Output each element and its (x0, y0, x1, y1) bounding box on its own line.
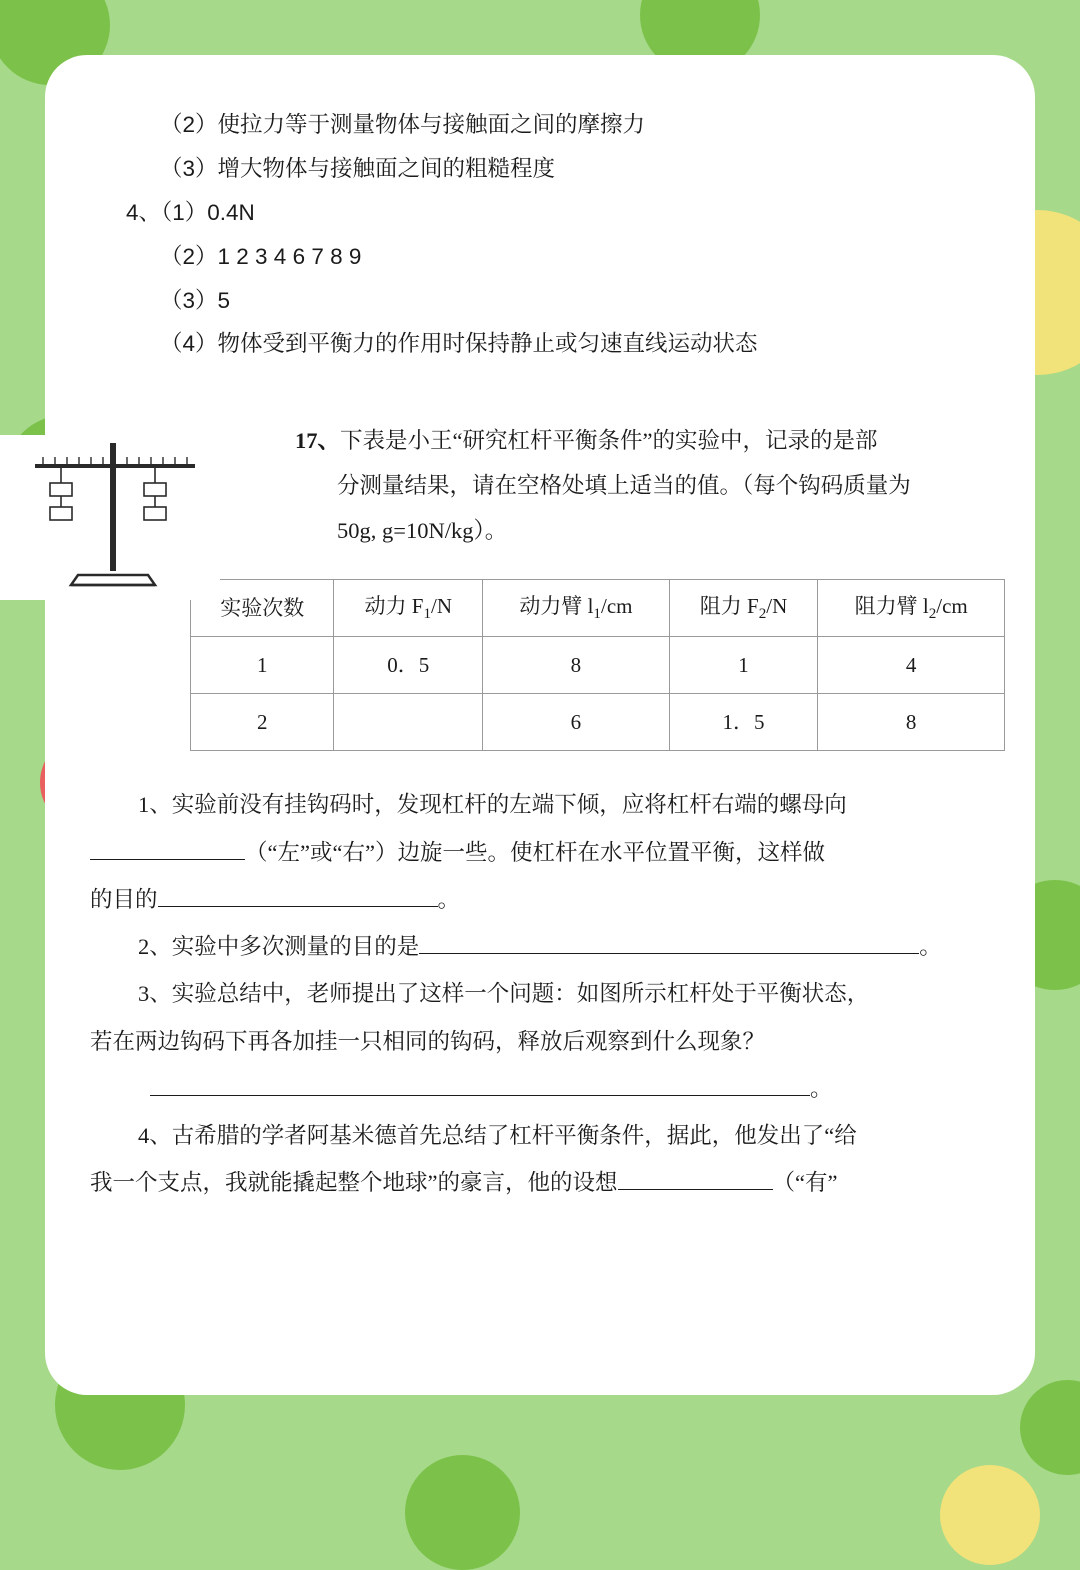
table-cell-r0c1: 0．5 (334, 637, 483, 694)
question-17-line-3: 50g, g=10N/kg）。 (337, 518, 508, 544)
answer-line-6: （4）物体受到平衡力的作用时保持静止或匀速直线运动状态 (160, 331, 758, 357)
table-header-cell-3: 阻力 $F_2/N$ (669, 580, 818, 637)
table-cell-r1c4: 8 (818, 694, 1005, 751)
subquestions (90, 781, 990, 1206)
table-header-row (191, 580, 1005, 637)
subquestion-3-line-1 (90, 970, 990, 1017)
table-row (191, 637, 1005, 694)
table-cell-r0c4: 4 (818, 637, 1005, 694)
subquestion-1-text-b: （“左”或“右”）边旋一些。使杠杆在水平位置平衡，这样做 (245, 839, 825, 865)
subquestion-1-text-c: 的目的 (90, 886, 158, 912)
subquestion-1-text-d: 。 (437, 886, 461, 912)
subquestion-1-line-2 (90, 829, 990, 876)
document-content (45, 55, 1035, 1395)
question-17-number: 17、 (295, 428, 341, 454)
answer-line-3: 4、（1）0.4N (126, 199, 255, 225)
table-cell-r0c3: 1 (669, 637, 818, 694)
answer-blank-5[interactable] (618, 1189, 773, 1190)
answer-blank-1[interactable] (90, 859, 245, 860)
answer-blank-2[interactable] (158, 906, 438, 907)
subquestion-3-line-3 (90, 1065, 990, 1112)
measurement-table (190, 579, 1005, 751)
subquestion-4-text-a: 4、古希腊的学者阿基米德首先总结了杠杆平衡条件，据此，他发出了“给 (138, 1123, 857, 1148)
question-17 (90, 418, 990, 553)
subquestion-2-text-b: 。 (919, 934, 942, 959)
table-cell-r1c3: 1．5 (669, 694, 818, 751)
question-17-line-1: 下表是小王“研究杠杆平衡条件”的实验中，记录的是部 (340, 428, 878, 454)
table-cell-r1c0: 2 (191, 694, 334, 751)
table-cell-r0c2: 8 (483, 637, 670, 694)
table-cell-r0c0: 1 (191, 637, 334, 694)
subquestion-3-line-2 (90, 1018, 990, 1065)
subquestion-4-text-c: （“有” (772, 1170, 838, 1196)
answer-blank-3[interactable] (419, 953, 919, 954)
subquestion-1-line-1 (90, 781, 990, 828)
table-header-cell-1: 动力 $F_1/N$ (334, 580, 483, 637)
subquestion-3-text-b: 若在两边钩码下再各加挂一只相同的钩码，释放后观察到什么现象？ (90, 1028, 766, 1054)
subquestion-4-text-b: 我一个支点，我就能撬起整个地球”的豪言，他的设想 (90, 1170, 618, 1196)
decor-circle-green-bottom (405, 1455, 520, 1570)
answer-line-2: （3）增大物体与接触面之间的粗糙程度 (160, 155, 556, 181)
subquestion-2-line (90, 923, 990, 970)
subquestion-3-text-c: 。 (810, 1075, 833, 1101)
decor-circle-yellow-bottom-right (940, 1465, 1040, 1565)
lever-figure (0, 435, 220, 600)
answer-line-5: （3）5 (160, 287, 231, 313)
subquestion-3-text-a: 3、实验总结中，老师提出了这样一个问题：如图所示杠杆处于平衡状态， (138, 981, 870, 1007)
table-cell-r1c2: 6 (483, 694, 670, 751)
answer-blank-4[interactable] (150, 1095, 810, 1096)
answer-line-1: （2）使拉力等于测量物体与接触面之间的摩擦力 (160, 112, 646, 137)
table-cell-r1c1-blank (334, 694, 483, 751)
table-header-cell-0: 实验次数 (191, 580, 334, 637)
subquestion-1-text-a: 1、实验前没有挂钩码时，发现杠杆的左端下倾，应将杠杆右端的螺母向 (138, 792, 847, 818)
answer-line-4: （2）1 2 3 4 6 7 8 9 (160, 243, 362, 269)
subquestion-4-line-1 (90, 1112, 990, 1159)
subquestion-2-text-a: 2、实验中多次测量的目的是 (138, 934, 420, 959)
table-header-cell-2: 动力臂 $l_1/cm$ (483, 580, 670, 637)
table-header-cell-4: 阻力臂 $l_2/cm$ (818, 580, 1005, 637)
question-17-line-2: 分测量结果，请在空格处填上适当的值。（每个钩码质量为 (337, 473, 911, 499)
subquestion-1-line-3 (90, 876, 990, 923)
lever-balance-icon (0, 435, 220, 600)
subquestion-4-line-2 (90, 1159, 990, 1206)
table-row (191, 694, 1005, 751)
